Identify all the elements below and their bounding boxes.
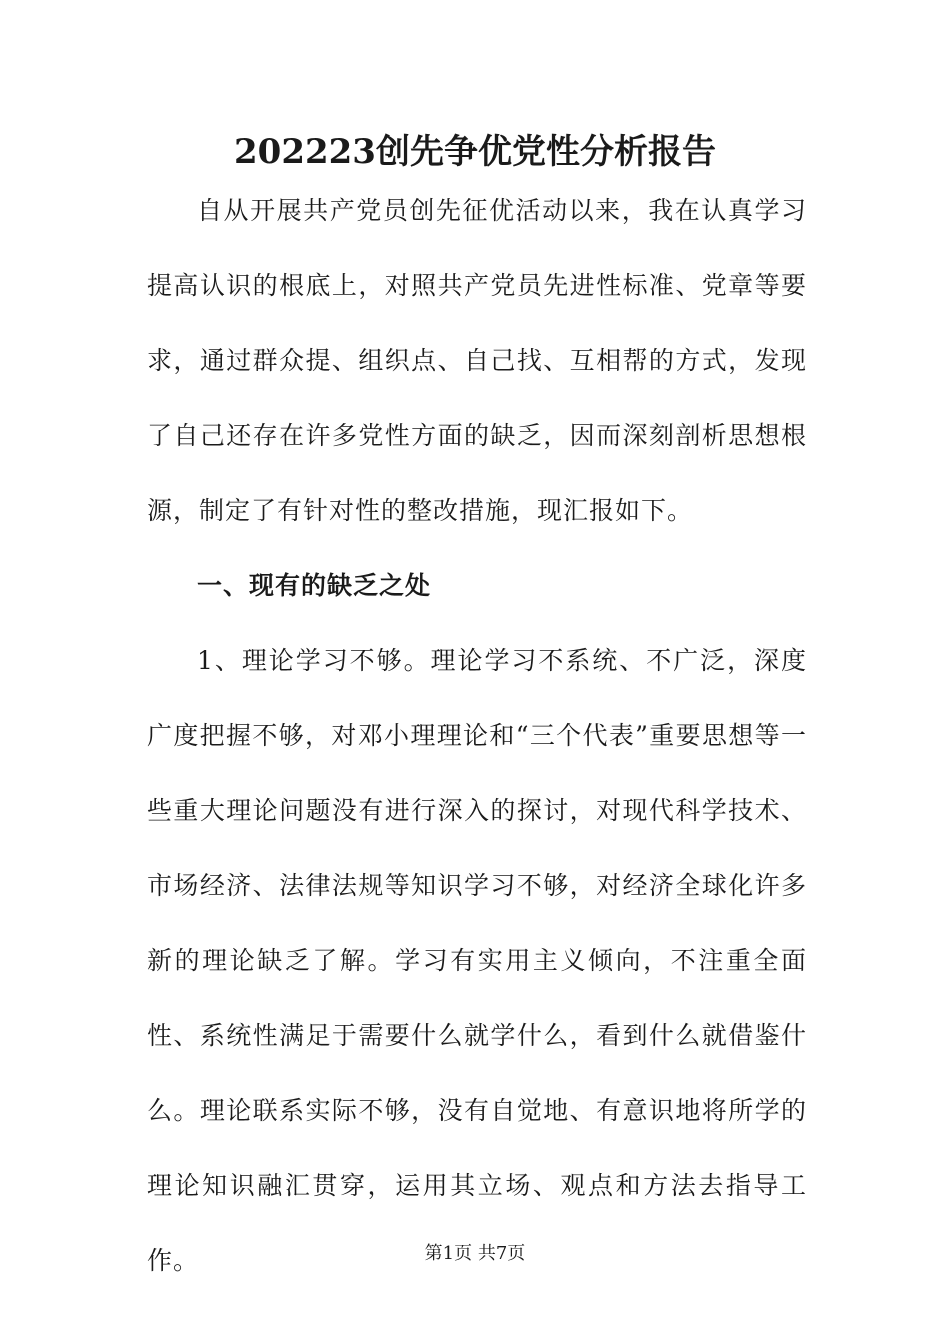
document-title: 202223创先争优党性分析报告 [234, 132, 716, 172]
section-paragraph: 1、理论学习不够。理论学习不系统、不广泛，深度广度把握不够，对邓小理理论和“三个代表”重要思想等一些重大理论问题没有进行深入的探讨，对现代科学技术、市场经济、法律法规等知识学习不够，对经济全球化许多新的理论缺乏了解。学习有实用主义倾向，不注重全面性、系统性满足于需要什么就学什么，看到什么就借鉴什么。理论联系实际不够，没有自觉地、有意识地将所学的理论知识融汇贯穿，运用其立场、观点和方法去指导工作。 [147, 646, 807, 1275]
section-heading: 一、现有的缺乏之处 [197, 571, 432, 600]
intro-paragraph: 自从开展共产党员创先征优活动以来，我在认真学习提高认识的根底上，对照共产党员先进性标准、党章等要求，通过群众提、组织点、自己找、互相帮的方式，发现了自己还存在许多党性方面的缺乏，因而深刻剖析思想根源，制定了有针对性的整改措施，现汇报如下。 [147, 196, 807, 525]
page-footer: 第1页 共7页 [424, 1243, 526, 1264]
document-body [147, 173, 807, 1298]
